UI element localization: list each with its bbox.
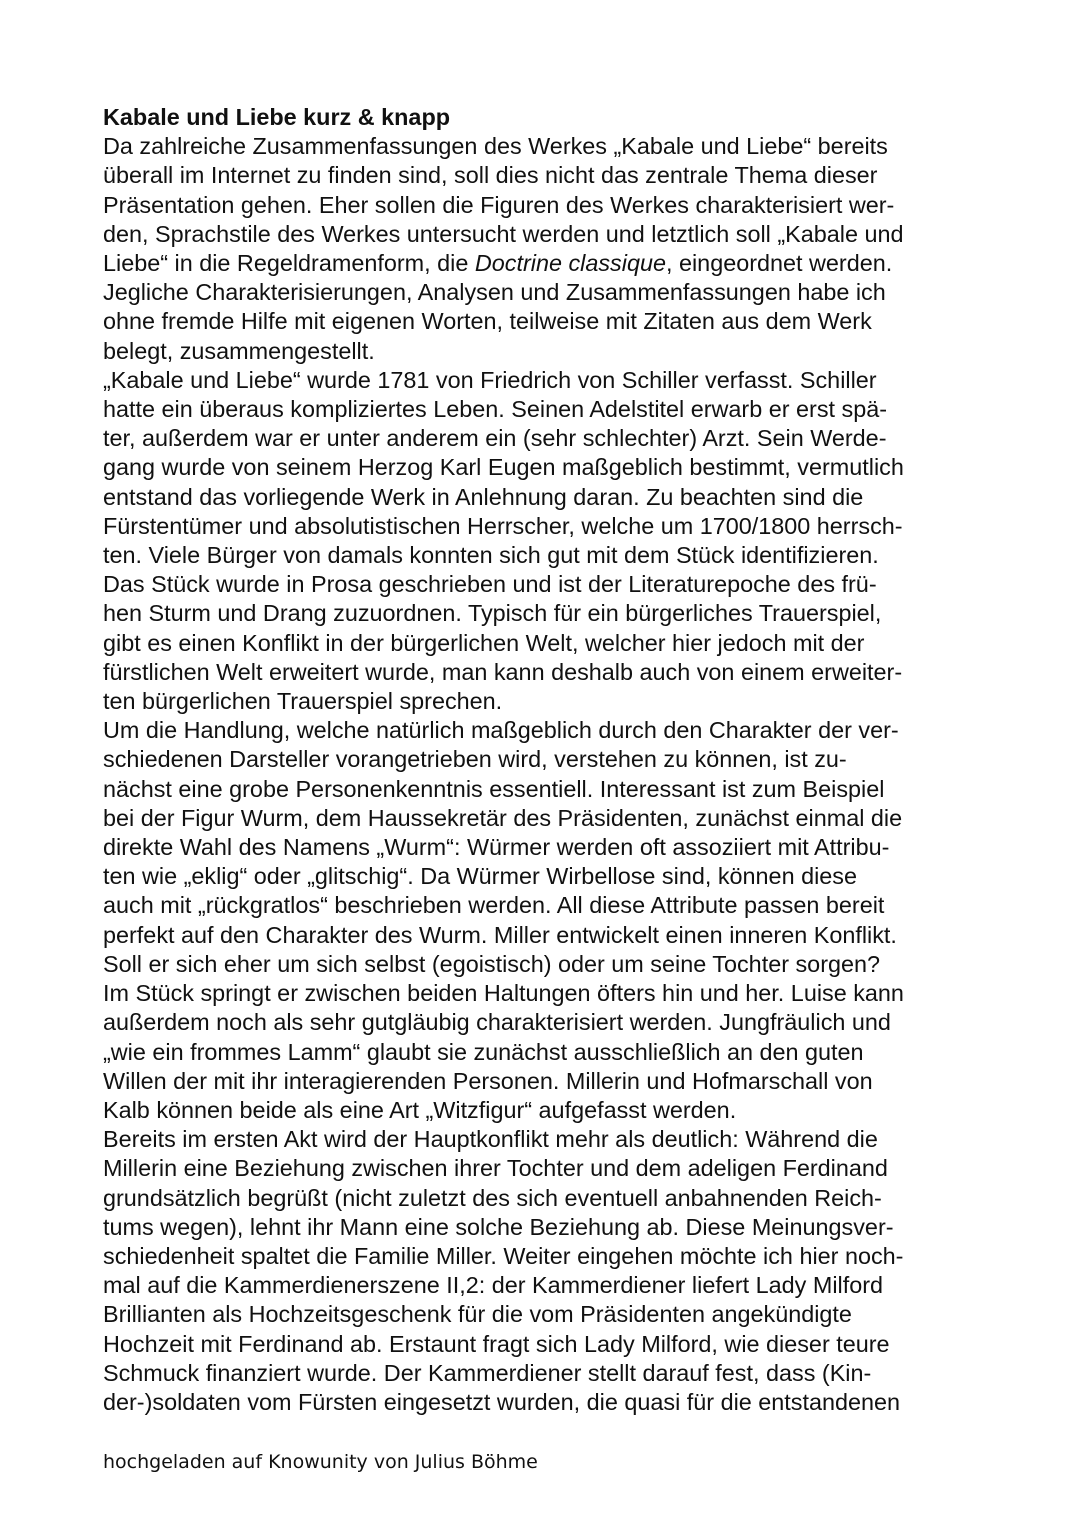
text-line bbox=[103, 570, 993, 599]
paragraph-text bbox=[103, 132, 993, 1417]
text-line bbox=[103, 424, 993, 453]
text-segment: Präsentation gehen. Eher sollen die Figuren des Werkes charakterisiert wer- bbox=[103, 191, 895, 218]
text-segment: bei der Figur Wurm, dem Haussekretär des Präsidenten, zunächst einmal die bbox=[103, 804, 903, 831]
footer-credit: hochgeladen auf Knowunity von Julius Böhme bbox=[103, 1451, 538, 1473]
text-segment: Schmuck finanziert wurde. Der Kammerdiener stellt darauf fest, dass (Kin- bbox=[103, 1359, 872, 1386]
text-segment: ohne fremde Hilfe mit eigenen Worten, teilweise mit Zitaten aus dem Werk bbox=[103, 308, 872, 335]
text-line bbox=[103, 453, 993, 482]
text-line bbox=[103, 1154, 993, 1183]
text-line bbox=[103, 132, 993, 161]
text-line bbox=[103, 1038, 993, 1067]
text-line bbox=[103, 395, 993, 424]
text-line bbox=[103, 1388, 993, 1417]
document-title: Kabale und Liebe kurz & knapp bbox=[103, 104, 451, 130]
text-line bbox=[103, 716, 993, 745]
text-segment: Hochzeit mit Ferdinand ab. Erstaunt fragt sich Lady Milford, wie dieser teure bbox=[103, 1330, 890, 1357]
text-segment: ten bürgerlichen Trauerspiel sprechen. bbox=[103, 688, 503, 715]
text-segment: schiedenen Darsteller vorangetrieben wird, verstehen zu können, ist zu- bbox=[103, 746, 847, 773]
text-line bbox=[103, 278, 993, 307]
text-segment: direkte Wahl des Namens „Wurm“: Würmer werden oft assoziiert mit Attribu- bbox=[103, 834, 890, 861]
text-segment: mal auf die Kammerdienerszene II,2: der Kammerdiener liefert Lady Milford bbox=[103, 1272, 884, 1299]
text-segment: , eingeordnet werden. bbox=[665, 250, 893, 277]
text-line bbox=[103, 307, 993, 336]
text-segment: hatte ein überaus kompliziertes Leben. Seinen Adelstitel erwarb er erst spä- bbox=[103, 396, 888, 423]
text-segment: Um die Handlung, welche natürlich maßgeblich durch den Charakter der ver- bbox=[103, 717, 899, 744]
text-line bbox=[103, 862, 993, 891]
text-segment: ten. Viele Bürger von damals konnten sich gut mit dem Stück identifizieren. bbox=[103, 542, 879, 569]
text-line bbox=[103, 950, 993, 979]
text-segment: überall im Internet zu finden sind, soll dies nicht das zentrale Thema dieser bbox=[103, 162, 878, 189]
text-line bbox=[103, 599, 993, 628]
text-line bbox=[103, 512, 993, 541]
text-segment: der-)soldaten vom Fürsten eingesetzt wurden, die quasi für die entstandenen bbox=[103, 1388, 901, 1415]
text-line bbox=[103, 833, 993, 862]
text-segment: Das Stück wurde in Prosa geschrieben und ist der Literaturepoche des frü- bbox=[103, 571, 877, 598]
text-segment: grundsätzlich begrüßt (nicht zuletzt des sich eventuell anbahnenden Reich- bbox=[103, 1184, 882, 1211]
text-segment: Bereits im ersten Akt wird der Hauptkonflikt mehr als deutlich: Während die bbox=[103, 1126, 878, 1153]
text-line bbox=[103, 979, 993, 1008]
text-line bbox=[103, 687, 993, 716]
text-line bbox=[103, 745, 993, 774]
text-line bbox=[103, 161, 993, 190]
text-line bbox=[103, 483, 993, 512]
text-line bbox=[103, 629, 993, 658]
text-segment: Brillianten als Hochzeitsgeschenk für die vom Präsidenten angekündigte bbox=[103, 1301, 852, 1328]
text-line bbox=[103, 891, 993, 920]
text-segment: auch mit „rückgratlos“ beschrieben werden. All diese Attribute passen bereit bbox=[103, 892, 885, 919]
text-segment: Jegliche Charakterisierungen, Analysen und Zusammenfassungen habe ich bbox=[103, 279, 886, 306]
text-segment: nächst eine grobe Personenkenntnis essentiell. Interessant ist zum Beispiel bbox=[103, 775, 885, 802]
text-line bbox=[103, 1213, 993, 1242]
document-body bbox=[103, 103, 993, 1417]
text-line bbox=[103, 1008, 993, 1037]
text-segment: Kalb können beide als eine Art „Witzfigur“ aufgefasst werden. bbox=[103, 1096, 737, 1123]
italic-term: Doctrine classique bbox=[474, 250, 666, 277]
text-line bbox=[103, 1359, 993, 1388]
text-segment: belegt, zusammengestellt. bbox=[103, 337, 375, 364]
text-line bbox=[103, 1330, 993, 1359]
text-line bbox=[103, 1242, 993, 1271]
text-segment: Liebe“ in die Regeldramenform, die bbox=[103, 250, 475, 277]
text-segment: perfekt auf den Charakter des Wurm. Miller entwickelt einen inneren Konflikt. bbox=[103, 921, 897, 948]
text-segment: gibt es einen Konflikt in der bürgerlichen Welt, welcher hier jedoch mit der bbox=[103, 629, 865, 656]
text-line bbox=[103, 775, 993, 804]
text-segment: entstand das vorliegende Werk in Anlehnung daran. Zu beachten sind die bbox=[103, 483, 864, 510]
text-line bbox=[103, 921, 993, 950]
text-segment: „Kabale und Liebe“ wurde 1781 von Friedrich von Schiller verfasst. Schiller bbox=[103, 366, 877, 393]
text-segment: gang wurde von seinem Herzog Karl Eugen maßgeblich bestimmt, vermutlich bbox=[103, 454, 904, 481]
text-segment: hen Sturm und Drang zuzuordnen. Typisch für ein bürgerliches Trauerspiel, bbox=[103, 600, 882, 627]
text-line bbox=[103, 1096, 993, 1125]
text-segment: ten wie „eklig“ oder „glitschig“. Da Würmer Wirbellose sind, können diese bbox=[103, 863, 857, 890]
text-line bbox=[103, 1300, 993, 1329]
text-line bbox=[103, 220, 993, 249]
text-line bbox=[103, 804, 993, 833]
text-line bbox=[103, 541, 993, 570]
text-line bbox=[103, 1125, 993, 1154]
text-segment: Millerin eine Beziehung zwischen ihrer Tochter und dem adeligen Ferdinand bbox=[103, 1155, 888, 1182]
text-line bbox=[103, 1067, 993, 1096]
text-segment: Im Stück springt er zwischen beiden Haltungen öfters hin und her. Luise kann bbox=[103, 980, 904, 1007]
text-line bbox=[103, 337, 993, 366]
text-segment: den, Sprachstile des Werkes untersucht werden und letztlich soll „Kabale und bbox=[103, 220, 904, 247]
text-segment: ter, außerdem war er unter anderem ein (sehr schlechter) Arzt. Sein Werde- bbox=[103, 425, 887, 452]
text-line bbox=[103, 1271, 993, 1300]
text-line bbox=[103, 191, 993, 220]
text-segment: Fürstentümer und absolutistischen Herrscher, welche um 1700/1800 herrsch- bbox=[103, 512, 903, 539]
text-segment: Da zahlreiche Zusammenfassungen des Werkes „Kabale und Liebe“ bereits bbox=[103, 133, 888, 160]
text-segment: außerdem noch als sehr gutgläubig charakterisiert werden. Jungfräulich und bbox=[103, 1009, 891, 1036]
text-line bbox=[103, 249, 993, 278]
text-segment: Willen der mit ihr interagierenden Personen. Millerin und Hofmarschall von bbox=[103, 1067, 873, 1094]
text-line bbox=[103, 1184, 993, 1213]
text-segment: schiedenheit spaltet die Familie Miller. Weiter eingehen möchte ich hier noch- bbox=[103, 1242, 904, 1269]
text-segment: tums wegen), lehnt ihr Mann eine solche Beziehung ab. Diese Meinungsver- bbox=[103, 1213, 894, 1240]
text-line bbox=[103, 366, 993, 395]
text-segment: „wie ein frommes Lamm“ glaubt sie zunächst ausschließlich an den guten bbox=[103, 1038, 864, 1065]
text-segment: fürstlichen Welt erweitert wurde, man kann deshalb auch von einem erweiter- bbox=[103, 658, 903, 685]
text-segment: Soll er sich eher um sich selbst (egoistisch) oder um seine Tochter sorgen? bbox=[103, 950, 881, 977]
text-line bbox=[103, 658, 993, 687]
